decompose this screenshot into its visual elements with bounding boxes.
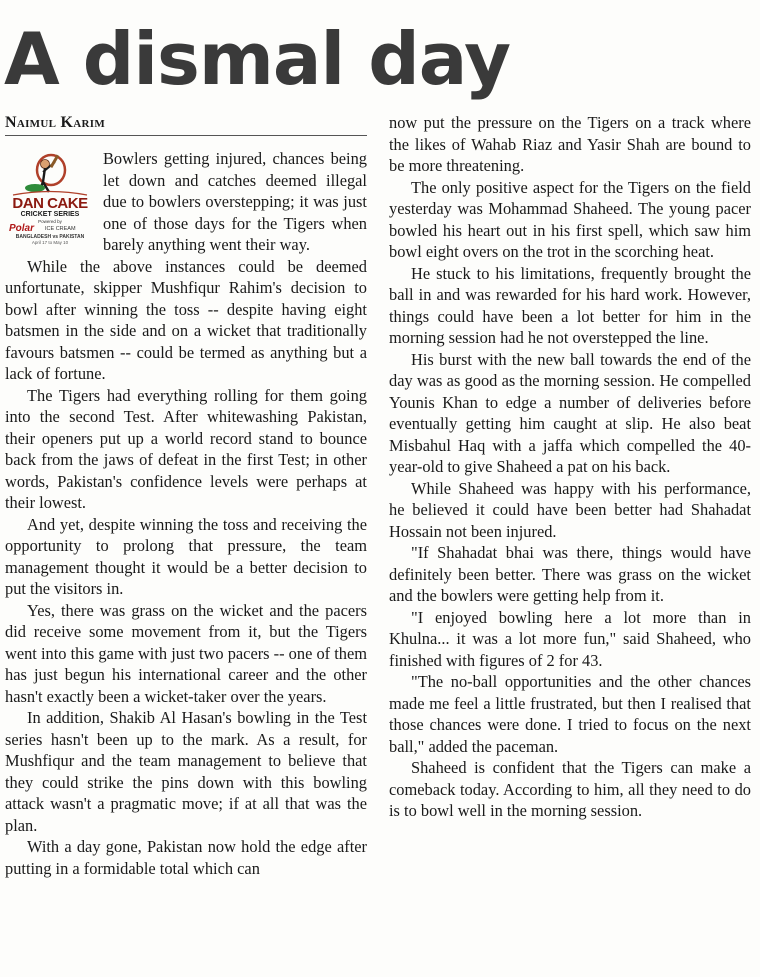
paragraph: Yes, there was grass on the wicket and the pacers did receive some movement from it, but the Tigers went into this game with just two pacers -- one of them has just begun his international career and the other hasn't exactly been a wicket-taker over the years. xyxy=(5,600,367,706)
paragraph: In addition, Shakib Al Hasan's bowling in the Test series hasn't been up to the mark. As a result, for Mushfiqur and the team management to believe that they could strike the pins down with this bowling attack wasn't a pragmatic move; if at all that was the plan. xyxy=(5,708,367,835)
logo-sponsor: Polar xyxy=(9,223,35,234)
article-column-2 xyxy=(389,112,751,822)
headline: A dismal day xyxy=(4,17,511,101)
paragraph: The Tigers had everything rolling for them going into the second Test. After whitewashing Pakistan, their openers put up a world record stand to bounce back from the jaws of defeat in the first Test; in other words, Pakistan's confidence levels were perhaps at their lowest. xyxy=(5,385,367,512)
paragraph: With a day gone, Pakistan now hold the edge after putting in a formidable total which can xyxy=(5,837,367,878)
paragraph: "If Shahadat bhai was there, things would have definitely been better. There was grass on the wicket and the bowlers were getting help from it. xyxy=(389,543,751,605)
paragraph: The only positive aspect for the Tigers on the field yesterday was Mohammad Shaheed. The young pacer bowled his heart out in his first spell, which saw him bowl eight overs on the trot in the scorching heat. xyxy=(389,177,751,261)
paragraph: Bowlers getting injured, chances being let down and catches deemed illegal due to bowlers overstepping; it was just one of those days for the Tigers when barely anything went their way. xyxy=(103,149,367,254)
paragraph: He stuck to his limitations, frequently brought the ball in and was rewarded for his hard work. However, things could have been a lot better for him in the morning session had he not overstepped the line. xyxy=(389,263,751,347)
paragraph: While the above instances could be deemed unfortunate, skipper Mushfiqur Rahim's decision to bowl after winning the toss -- despite having eight batsmen in the side and on a wicket that traditionally favours batsmen -- could be termed as anything but a lack of fortune. xyxy=(5,256,367,383)
paragraph: "I enjoyed bowling here a lot more than in Khulna... it was a lot more fun," said Shaheed, who finished with figures of 2 for 43. xyxy=(389,607,751,670)
logo-series: CRICKET SERIES xyxy=(20,211,80,218)
paragraph: While Shaheed was happy with his performance, he believed it could have been better had Shahadat Hossain not been injured. xyxy=(389,478,751,541)
byline: Naimul Karim xyxy=(5,114,367,136)
logo-brand: DAN CAKE xyxy=(12,195,88,212)
article-column-1 xyxy=(5,148,367,879)
logo-powered-by: Powered by xyxy=(38,219,62,224)
logo-teams: BANGLADESH vs PAKISTAN xyxy=(15,234,85,240)
paragraph: And yet, despite winning the toss and receiving the opportunity to prolong that pressure, the team management thought it would be a better decision to put the visitors in. xyxy=(5,514,367,598)
paragraph: His burst with the new ball towards the end of the day was as good as the morning session. He compelled Younis Khan to edge a number of deliveries before eventually getting him caught at slip. He also beat Misbahul Haq with a jaffa which compelled the 40-year-old to give Shaheed a pat on his back. xyxy=(389,349,751,476)
logo-dates: April 17 to May 10 xyxy=(31,240,69,245)
logo-sponsor-product: ICE CREAM xyxy=(45,226,76,232)
dan-cake-series-logo xyxy=(5,148,95,246)
paragraph: "The no-ball opportunities and the other chances made me feel a little frustrated, but then I realised that those chances were done. I tried to focus on the next ball," added the paceman. xyxy=(389,672,751,756)
paragraph: now put the pressure on the Tigers on a track where the likes of Wahab Riaz and Yasir Shah are bound to be more threatening. xyxy=(389,113,751,175)
paragraph: Shaheed is confident that the Tigers can make a comeback today. According to him, all they need to do is to bowl well in the morning session. xyxy=(389,758,751,820)
